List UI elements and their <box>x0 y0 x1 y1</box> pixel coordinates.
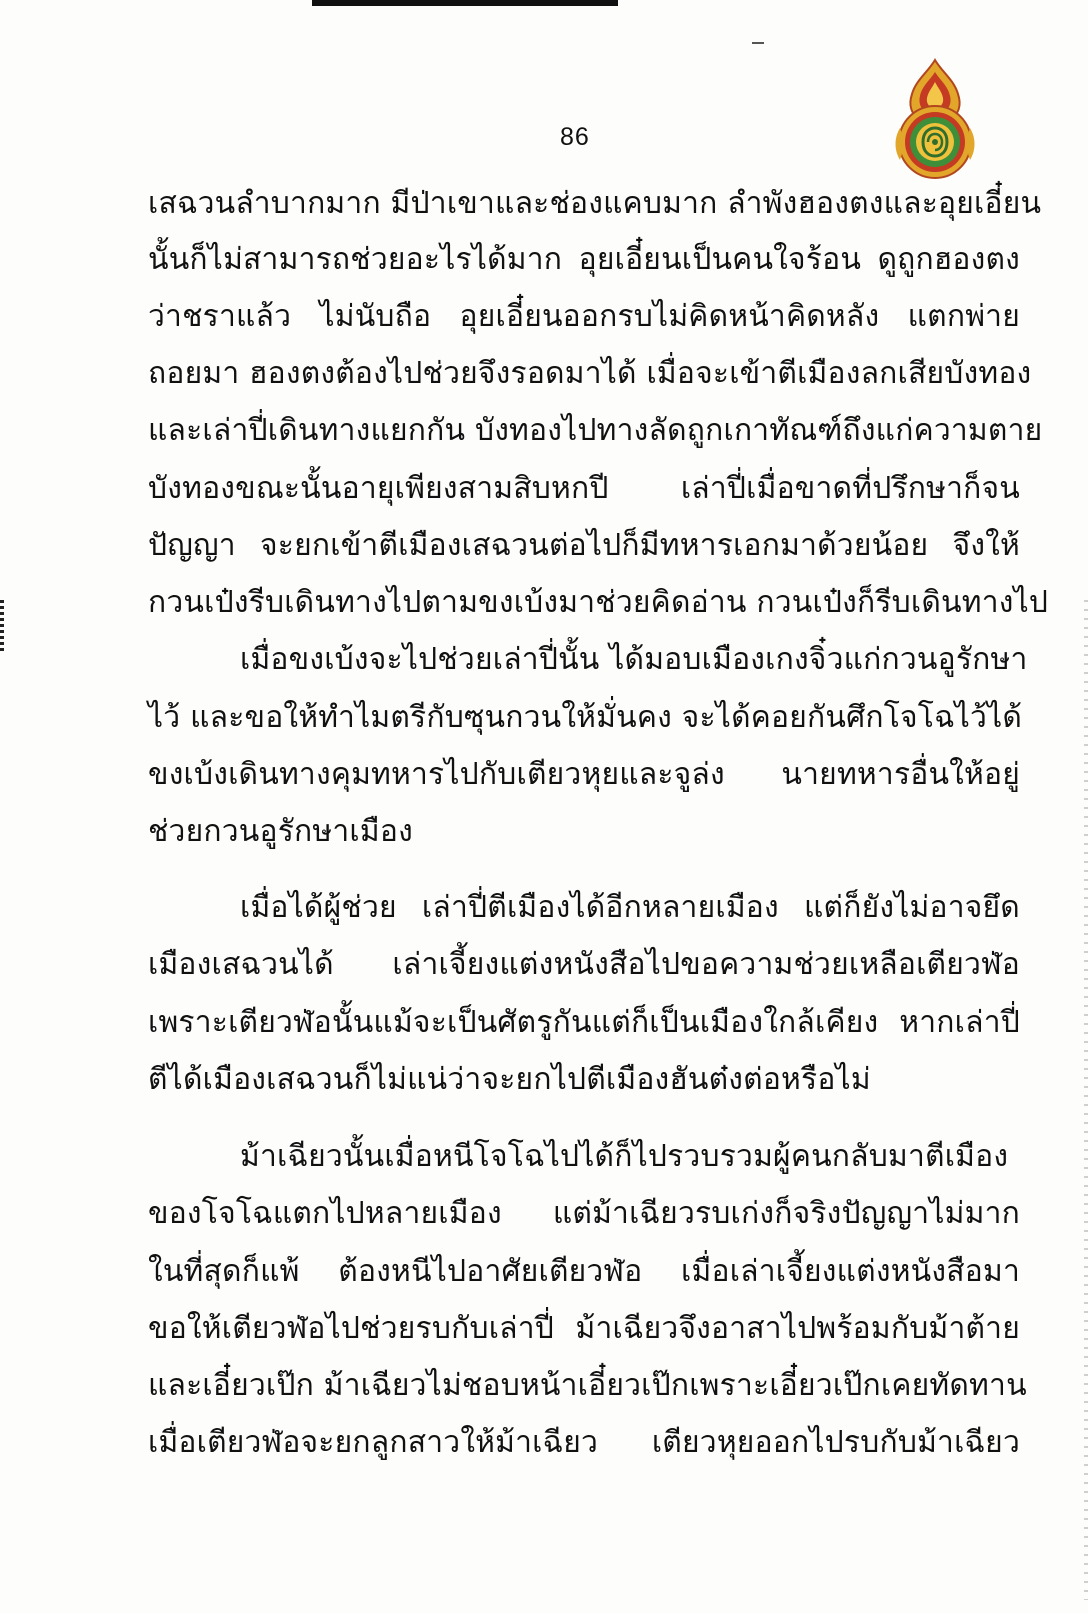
page-number: 86 <box>560 123 590 151</box>
text-line: เพราะเตียวฬ่อนั้นแม้จะเป็นศัตรูกันแต่ก็เป็นเมืองใกล้เคียง หากเล่าปี่ <box>148 1005 1020 1040</box>
left-edge-scan-mark <box>0 600 4 652</box>
text-line: เมื่อขงเบ้งจะไปช่วยเล่าปี่นั้น ได้มอบเมืองเกงจิ๋วแก่กวนอูรักษา <box>240 642 1028 677</box>
text-line: ปัญญา จะยกเข้าตีเมืองเสฉวนต่อไปก็มีทหารเอกมาด้วยน้อย จึงให้ <box>148 528 1020 563</box>
text-line: ช่วยกวนอูรักษาเมือง <box>148 814 413 849</box>
text-line: ถอยมา ฮองตงต้องไปช่วยจึงรอดมาได้ เมื่อจะเข้าตีเมืองลกเสียบังทอง <box>148 356 1032 391</box>
top-rule <box>312 0 618 6</box>
text-line: บังทองขณะนั้นอายุเพียงสามสิบหกปี เล่าปี่เมื่อขาดที่ปรึกษาก็จน <box>148 471 1020 506</box>
text-line: และเอี๋ยวเป๊ก ม้าเฉียวไม่ชอบหน้าเอี๋ยวเป๊กเพราะเอี๋ยวเป๊กเคยทัดทาน <box>148 1368 1027 1403</box>
text-line: ว่าชราแล้ว ไม่นับถือ อุยเอี๋ยนออกรบไม่คิดหน้าคิดหลัง แตกพ่าย <box>148 299 1020 334</box>
text-line: ในที่สุดก็แพ้ ต้องหนีไปอาศัยเตียวฬ่อ เมื่อเล่าเจี้ยงแต่งหนังสือมา <box>148 1254 1020 1289</box>
text-line: กวนเป๋งรีบเดินทางไปตามขงเบ้งมาช่วยคิดอ่าน กวนเป๋งก็รีบเดินทางไป <box>148 585 1049 620</box>
text-line: ขงเบ้งเดินทางคุมทหารไปกับเตียวหุยและจูล่ง นายทหารอื่นให้อยู่ <box>148 757 1020 792</box>
text-line: เมื่อเตียวฬ่อจะยกลูกสาวให้ม้าเฉียว เตียวหุยออกไปรบกับม้าเฉียว <box>148 1425 1020 1460</box>
text-line: และเล่าปี่เดินทางแยกกัน บังทองไปทางลัดถูกเกาทัณฑ์ถึงแก่ความตาย <box>148 413 1043 448</box>
scan-speck <box>752 42 764 44</box>
text-line: ตีได้เมืองเสฉวนก็ไม่แน่ว่าจะยกไปตีเมืองฮันต๋งต่อหรือไม่ <box>148 1062 871 1097</box>
royal-emblem-icon <box>892 58 978 180</box>
text-line: เมืองเสฉวนได้ เล่าเจี้ยงแต่งหนังสือไปขอความช่วยเหลือเตียวฬ่อ <box>148 947 1020 982</box>
right-edge-scan-mark <box>1084 600 1088 1600</box>
text-line: นั้นก็ไม่สามารถช่วยอะไรได้มาก อุยเอี๋ยนเป็นคนใจร้อน ดูถูกฮองตง <box>148 242 1020 277</box>
text-line: เมื่อได้ผู้ช่วย เล่าปี่ตีเมืองได้อีกหลายเมือง แต่ก็ยังไม่อาจยึด <box>240 890 1020 925</box>
text-line: ไว้ และขอให้ทำไมตรีกับซุนกวนให้มั่นคง จะได้คอยกันศึกโจโฉไว้ได้ <box>148 700 1023 735</box>
text-line: ของโจโฉแตกไปหลายเมือง แต่ม้าเฉียวรบเก่งก็จริงปัญญาไม่มาก <box>148 1196 1020 1231</box>
text-line: เสฉวนลำบากมาก มีป่าเขาและช่องแคบมาก ลำพังฮองตงและอุยเอี๋ยน <box>148 186 1042 221</box>
text-line: ขอให้เตียวฬ่อไปช่วยรบกับเล่าปี่ ม้าเฉียวจึงอาสาไปพร้อมกับม้าต้าย <box>148 1311 1020 1346</box>
text-line: ม้าเฉียวนั้นเมื่อหนีโจโฉไปได้ก็ไปรวบรวมผู้คนกลับมาตีเมือง <box>240 1139 1009 1174</box>
